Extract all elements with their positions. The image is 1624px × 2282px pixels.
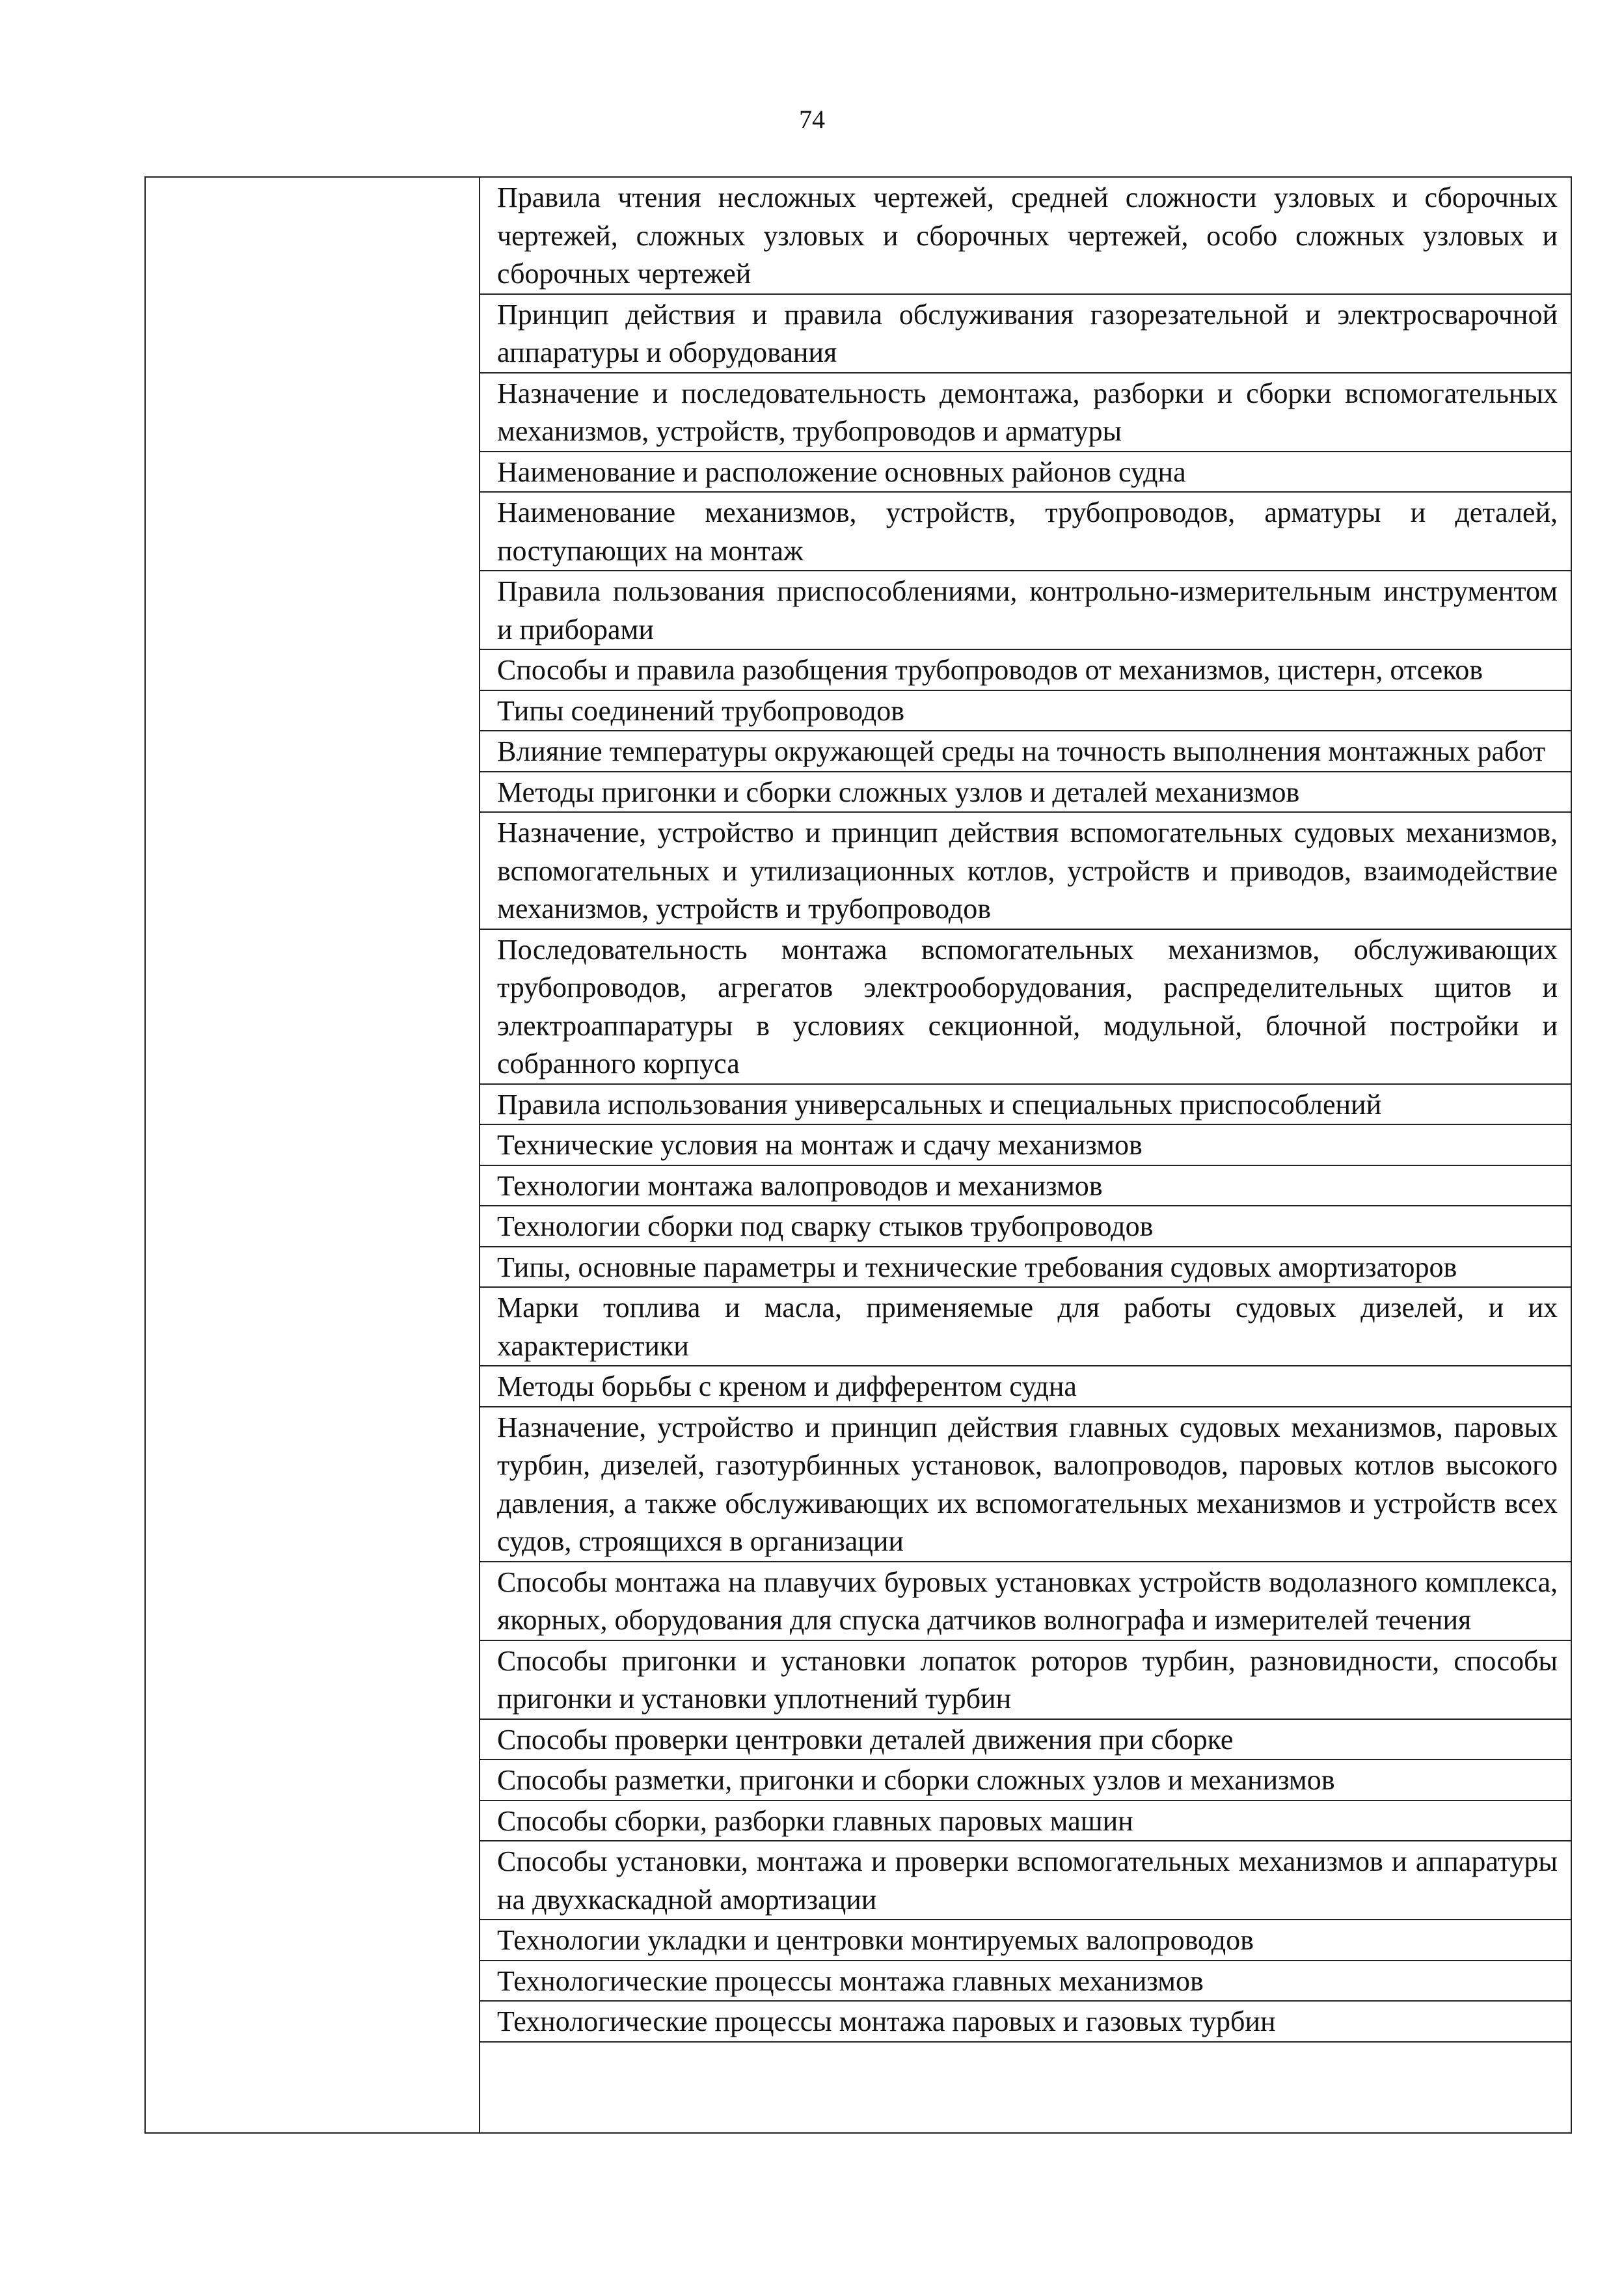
list-item: Способы и правила разобщения трубопроводов от механизмов, цистерн, отсеков <box>480 650 1571 691</box>
list-item: Способы проверки центровки деталей движения при сборке <box>480 1720 1571 1761</box>
list-item: Способы сборки, разборки главных паровых машин <box>480 1801 1571 1842</box>
list-item: Способы разметки, пригонки и сборки сложных узлов и механизмов <box>480 1760 1571 1801</box>
list-item: Типы соединений трубопроводов <box>480 691 1571 732</box>
list-item: Технологии укладки и центровки монтируемых валопроводов <box>480 1920 1571 1961</box>
list-item: Способы пригонки и установки лопаток роторов турбин, разновидности, способы пригонки и установки уплотнений турбин <box>480 1641 1571 1720</box>
page-number: 74 <box>799 105 825 134</box>
list-item: Правила чтения несложных чертежей, средней сложности узловых и сборочных чертежей, сложных узловых и сборочных чертежей, особо сложных узловых и сборочных чертежей <box>480 178 1571 295</box>
list-item: Технологические процессы монтажа главных механизмов <box>480 1961 1571 2002</box>
list-item: Способы монтажа на плавучих буровых установках устройств водолазного комплекса, якорных, оборудования для спуска датчиков волнографа и измерителей течения <box>480 1562 1571 1641</box>
table-row <box>145 177 1571 2133</box>
list-item: Правила пользования приспособлениями, контрольно-измерительным инструментом и приборами <box>480 571 1571 650</box>
list-item: Методы пригонки и сборки сложных узлов и деталей механизмов <box>480 772 1571 813</box>
list-item: Технологические процессы монтажа паровых и газовых турбин <box>480 2002 1571 2043</box>
list-item: Технологии монтажа валопроводов и механизмов <box>480 1166 1571 1207</box>
right-column-cell <box>480 177 1571 2133</box>
left-column-cell <box>145 177 480 2133</box>
list-item: Назначение и последовательность демонтажа, разборки и сборки вспомогательных механизмов, устройств, трубопроводов и арматуры <box>480 374 1571 452</box>
list-item: Назначение, устройство и принцип действия главных судовых механизмов, паровых турбин, дизелей, газотурбинных установок, валопроводов, паровых котлов высокого давления, а также обслуживающих их вспомогательных механизмов и устройств всех судов, строящихся в организации <box>480 1407 1571 1562</box>
list-item: Марки топлива и масла, применяемые для работы судовых дизелей, и их характеристики <box>480 1288 1571 1366</box>
list-item: Наименование механизмов, устройств, трубопроводов, арматуры и деталей, поступающих на монтаж <box>480 493 1571 571</box>
list-item: Наименование и расположение основных районов судна <box>480 452 1571 493</box>
list-item: Влияние температуры окружающей среды на точность выполнения монтажных работ <box>480 731 1571 772</box>
list-item: Последовательность монтажа вспомогательных механизмов, обслуживающих трубопроводов, агрегатов электрооборудования, распределительных щитов и электроаппаратуры в условиях секционной, модульной, блочной постройки и собранного корпуса <box>480 930 1571 1085</box>
requirements-table <box>144 176 1572 2134</box>
knowledge-list <box>480 178 1571 2043</box>
list-item: Принцип действия и правила обслуживания газорезательной и электросварочной аппаратуры и оборудования <box>480 295 1571 374</box>
list-item: Типы, основные параметры и технические требования судовых амортизаторов <box>480 1247 1571 1288</box>
list-item: Технические условия на монтаж и сдачу механизмов <box>480 1125 1571 1166</box>
list-item: Методы борьбы с креном и дифферентом судна <box>480 1366 1571 1407</box>
list-item: Способы установки, монтажа и проверки вспомогательных механизмов и аппаратуры на двухкаскадной амортизации <box>480 1841 1571 1920</box>
list-item: Правила использования универсальных и специальных приспособлений <box>480 1085 1571 1126</box>
list-item: Технологии сборки под сварку стыков трубопроводов <box>480 1206 1571 1247</box>
list-item: Назначение, устройство и принцип действия вспомогательных судовых механизмов, вспомогательных и утилизационных котлов, устройств и приводов, взаимодействие механизмов, устройств и трубопроводов <box>480 813 1571 930</box>
